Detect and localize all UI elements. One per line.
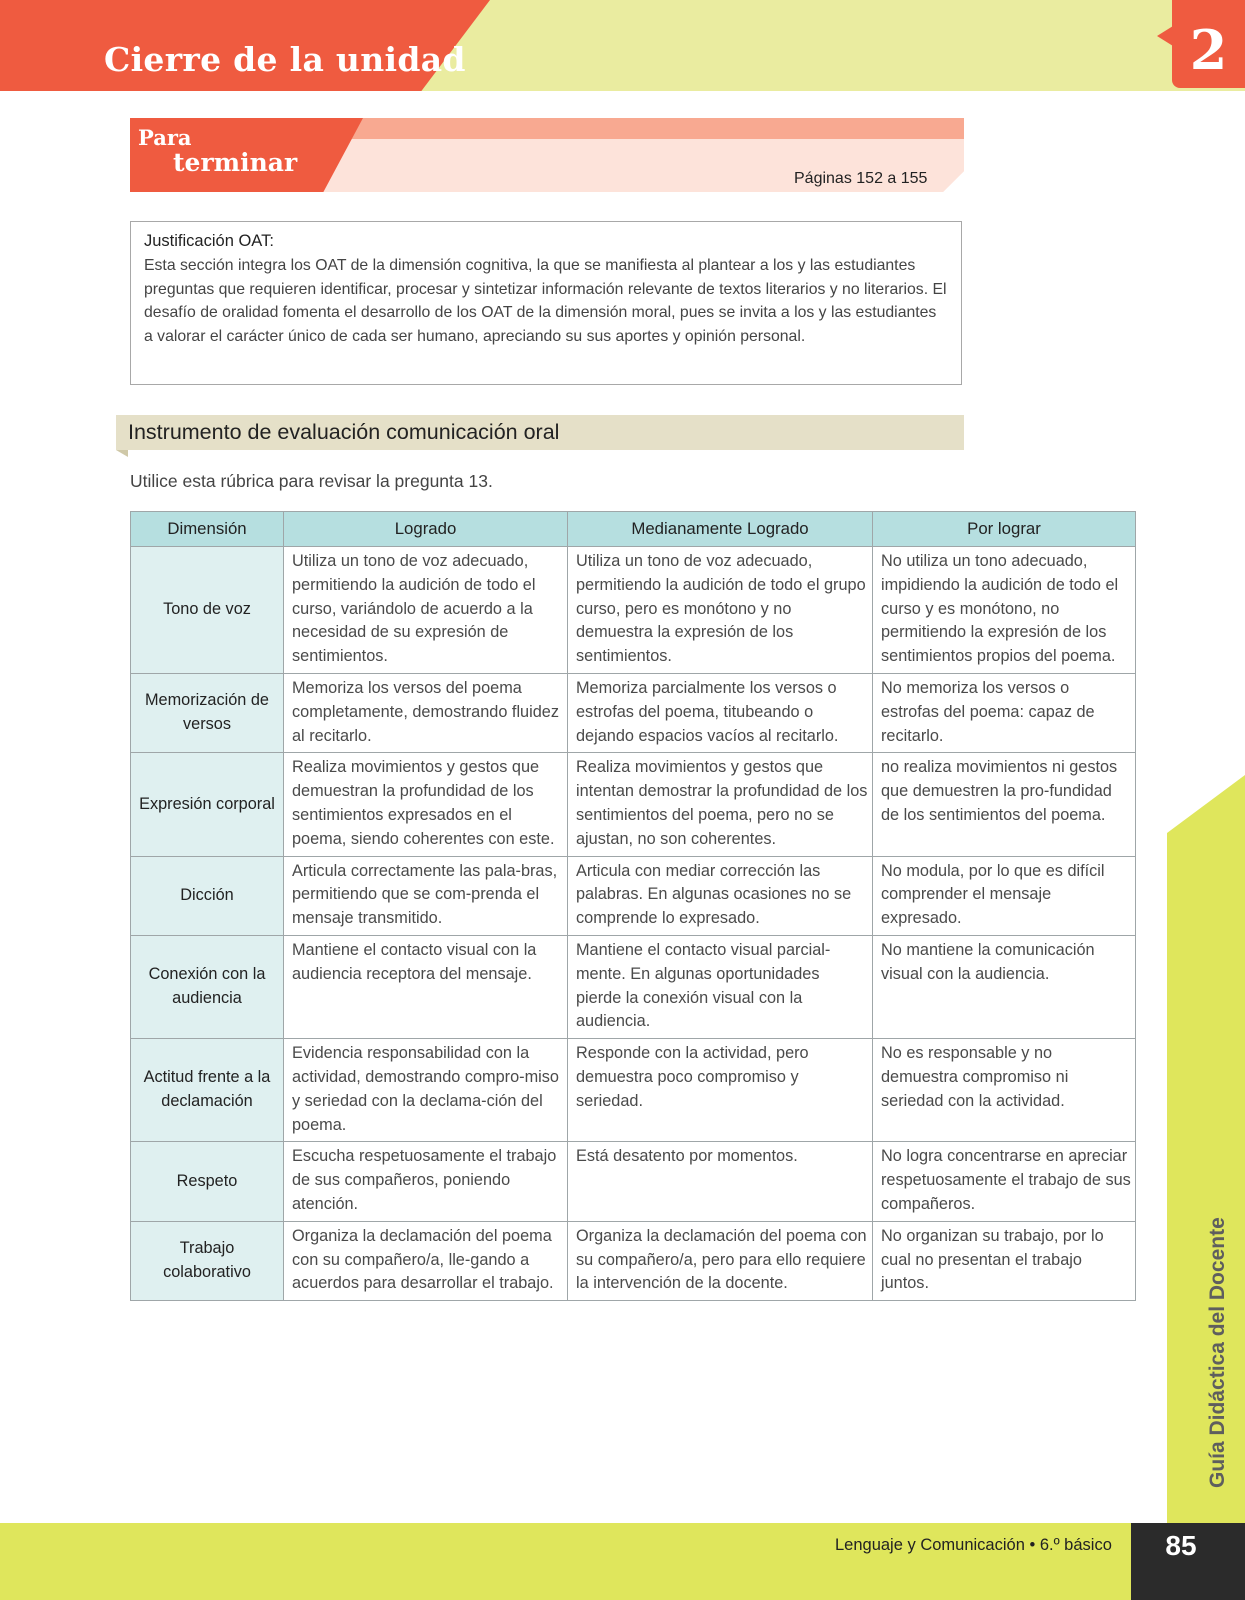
table-row — [131, 1142, 1136, 1221]
dimension-cell: Respeto — [131, 1142, 284, 1221]
guide-side-label: Guía Didáctica del Docente — [1206, 1217, 1229, 1488]
dimension-cell: Conexión con la audiencia — [131, 935, 284, 1038]
por-lograr-cell: No memoriza los versos o estrofas del poema: capaz de recitarlo. — [873, 673, 1136, 752]
banner-para-label: Para — [138, 125, 192, 150]
rubric-intro: Utilice esta rúbrica para revisar la pregunta 13. — [130, 471, 493, 491]
por-lograr-cell: No modula, por lo que es difícil comprender el mensaje expresado. — [873, 856, 1136, 935]
table-header-row — [131, 512, 1136, 547]
table-row — [131, 856, 1136, 935]
medianamente-cell: Realiza movimientos y gestos que intentan demostrar la profundidad de los sentimientos del poema, pero no se ajustan, no son coherentes. — [568, 753, 873, 856]
medianamente-cell: Organiza la declamación del poema con su compañero/a, pero para ello requiere la intervención de la docente. — [568, 1221, 873, 1300]
por-lograr-cell: No utiliza un tono adecuado, impidiendo la audición de todo el curso y es monótono, no permitiendo la expresión de los sentimientos propios del poema. — [873, 547, 1136, 674]
logrado-cell: Memoriza los versos del poema completamente, demostrando fluidez al recitarlo. — [284, 673, 568, 752]
table-row — [131, 547, 1136, 674]
medianamente-cell: Mantiene el contacto visual parcial-mente. En algunas oportunidades pierde la conexión visual con la audiencia. — [568, 935, 873, 1038]
footer-band — [0, 1523, 1245, 1600]
logrado-cell: Evidencia responsabilidad con la actividad, demostrando compro-miso y seriedad con la declama-ción del poema. — [284, 1039, 568, 1142]
column-header-logrado: Logrado — [284, 512, 568, 547]
logrado-cell: Escucha respetuosamente el trabajo de sus compañeros, poniendo atención. — [284, 1142, 568, 1221]
logrado-cell: Utiliza un tono de voz adecuado, permitiendo la audición de todo el curso, variándolo de acuerdo a la necesidad de su expresión de sentimientos. — [284, 547, 568, 674]
oat-justification-box — [130, 221, 962, 385]
oat-title: Justificación OAT: — [144, 232, 274, 250]
dimension-cell: Tono de voz — [131, 547, 284, 674]
table-row — [131, 935, 1136, 1038]
logrado-cell: Mantiene el contacto visual con la audiencia receptora del mensaje. — [284, 935, 568, 1038]
dimension-cell: Memorización de versos — [131, 673, 284, 752]
por-lograr-cell: no realiza movimientos ni gestos que demuestren la pro-fundidad de los sentimientos del poema. — [873, 753, 1136, 856]
section-heading-corner — [116, 450, 128, 457]
footer-subject: Lenguaje y Comunicación • 6.º básico — [835, 1536, 1112, 1554]
dimension-cell: Actitud frente a la declamación — [131, 1039, 284, 1142]
por-lograr-cell: No es responsable y no demuestra compromiso ni seriedad con la actividad. — [873, 1039, 1136, 1142]
dimension-cell: Dicción — [131, 856, 284, 935]
logrado-cell: Articula correctamente las pala-bras, permitiendo que se com-prenda el mensaje transmitido. — [284, 856, 568, 935]
dimension-cell: Trabajo colaborativo — [131, 1221, 284, 1300]
rubric-table — [130, 511, 1136, 1301]
column-header-dimension: Dimensión — [131, 512, 284, 547]
medianamente-cell: Articula con mediar corrección las palabras. En algunas ocasiones no se comprende lo expresado. — [568, 856, 873, 935]
pages-reference: Páginas 152 a 155 — [794, 170, 928, 187]
medianamente-cell: Memoriza parcialmente los versos o estrofas del poema, titubeando o dejando espacios vacíos al recitarlo. — [568, 673, 873, 752]
page-number: 85 — [1165, 1530, 1197, 1561]
banner-terminar-label: terminar — [173, 148, 298, 177]
table-row — [131, 1221, 1136, 1300]
por-lograr-cell: No mantiene la comunicación visual con la audiencia. — [873, 935, 1136, 1038]
unit-title: Cierre de la unidad — [104, 40, 466, 79]
section-banner-strip — [340, 118, 964, 139]
medianamente-cell: Responde con la actividad, pero demuestra poco compromiso y seriedad. — [568, 1039, 873, 1142]
column-header-por-lograr: Por lograr — [873, 512, 1136, 547]
unit-number: 2 — [1189, 18, 1228, 82]
column-header-medianamente: Medianamente Logrado — [568, 512, 873, 547]
table-row — [131, 1039, 1136, 1142]
unit-tab-notch — [1157, 26, 1173, 46]
table-row — [131, 753, 1136, 856]
logrado-cell: Organiza la declamación del poema con su compañero/a, lle-gando a acuerdos para desarrollar el trabajo. — [284, 1221, 568, 1300]
por-lograr-cell: No logra concentrarse en apreciar respetuosamente el trabajo de sus compañeros. — [873, 1142, 1136, 1221]
logrado-cell: Realiza movimientos y gestos que demuestran la profundidad de los sentimientos expresados en el poema, siendo coherentes con este. — [284, 753, 568, 856]
por-lograr-cell: No organizan su trabajo, por lo cual no presentan el trabajo juntos. — [873, 1221, 1136, 1300]
dimension-cell: Expresión corporal — [131, 753, 284, 856]
section-title: Instrumento de evaluación comunicación oral — [128, 420, 560, 444]
medianamente-cell: Utiliza un tono de voz adecuado, permitiendo la audición de todo el grupo curso, pero es monótono y no demuestra la expresión de los sentimientos. — [568, 547, 873, 674]
oat-body: Esta sección integra los OAT de la dimensión cognitiva, la que se manifiesta al plantear a los y las estudiantes preguntas que requieren identificar, procesar y sintetizar información relevante de textos literarios y no literarios. El desafío de oralidad fomenta el desarrollo de los OAT de la dimensión moral, pues se invita a los y las estudiantes a valorar el carácter único de cada ser humano, apreciando su sus aportes y opinión personal. — [144, 257, 947, 345]
medianamente-cell: Está desatento por momentos. — [568, 1142, 873, 1221]
table-row — [131, 673, 1136, 752]
